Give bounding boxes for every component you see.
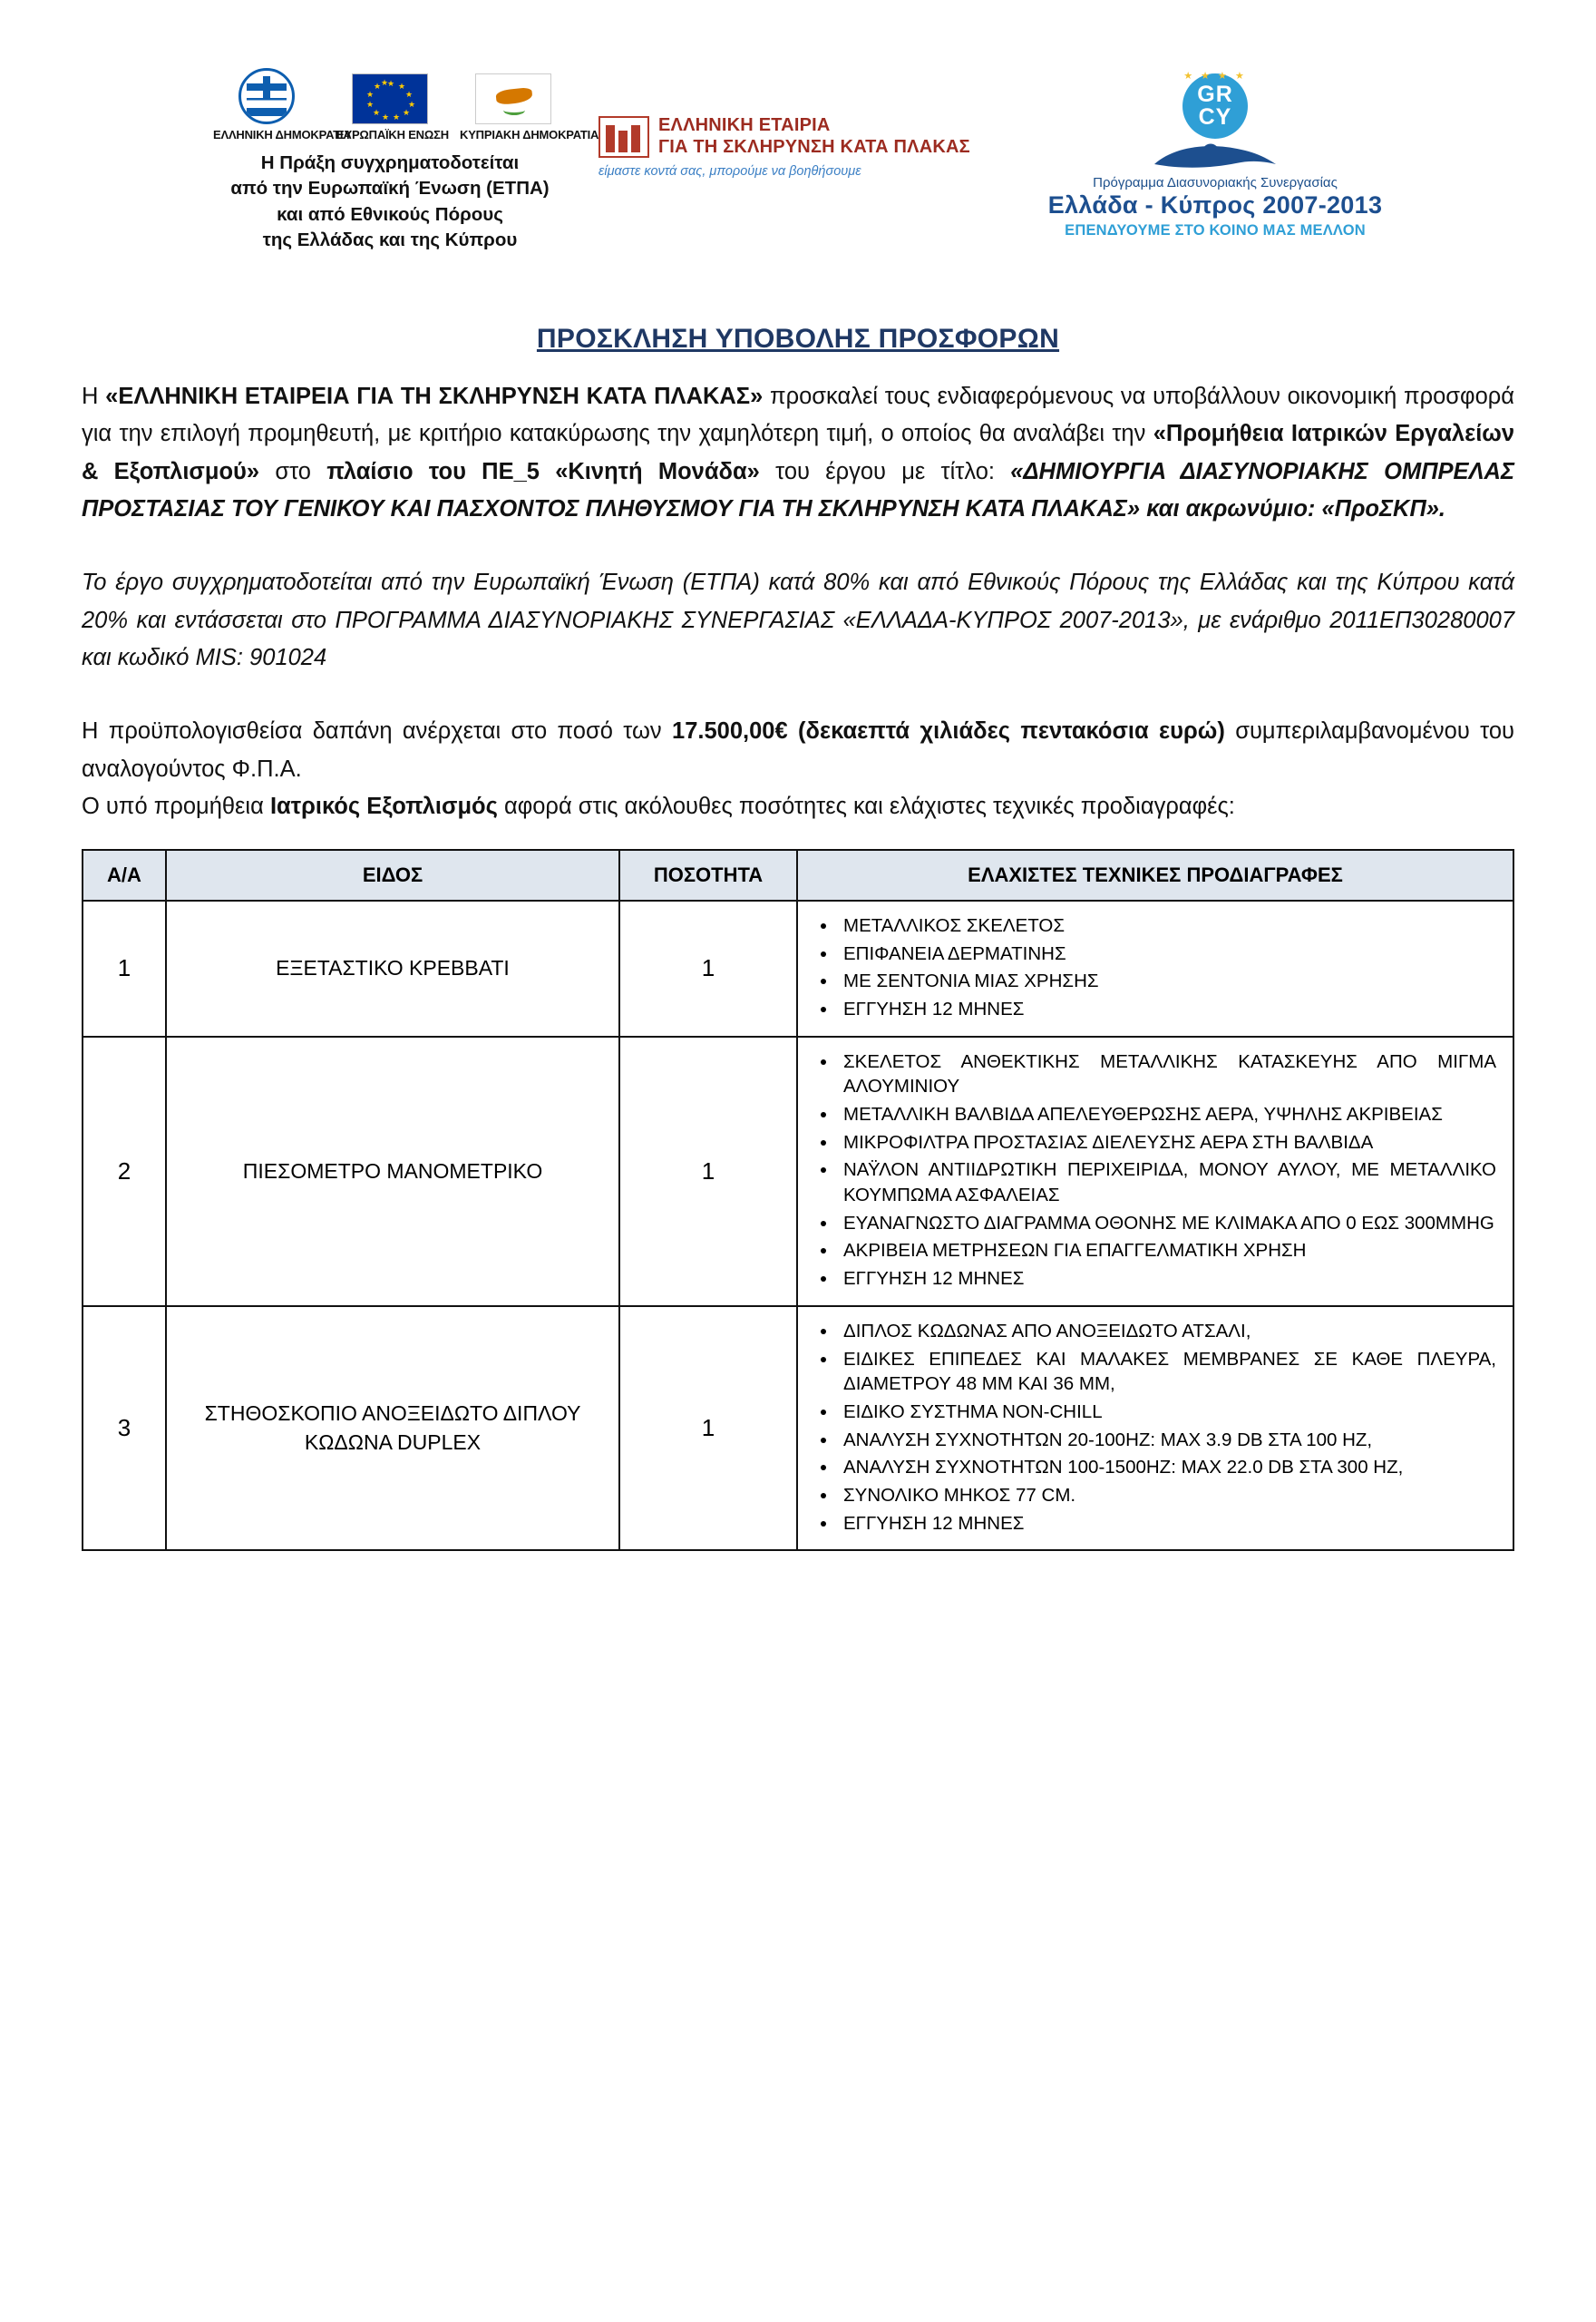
intro-text-3: στο bbox=[259, 458, 327, 484]
funding-line-3: και από Εθνικούς Πόρους bbox=[277, 203, 503, 225]
programme-subtitle: Πρόγραμμα Διασυνοριακής Συνεργασίας bbox=[1093, 175, 1338, 190]
funding-line-4: της Ελλάδας και της Κύπρου bbox=[262, 229, 518, 250]
work-package-reference: πλαίσιο του ΠΕ_5 «Κινητή Μονάδα» bbox=[326, 458, 760, 484]
column-header-aa: Α/Α bbox=[83, 850, 166, 901]
row-specifications bbox=[797, 1306, 1513, 1550]
programme-title: Ελλάδα - Κύπρος 2007-2013 bbox=[1047, 191, 1383, 219]
flag-eu-caption: ΕΥΡΩΠΑΪΚΗ ΕΝΩΣΗ bbox=[336, 128, 449, 141]
column-header-quantity: ΠΟΣΟΤΗΤΑ bbox=[619, 850, 797, 901]
row-quantity: 1 bbox=[619, 1306, 797, 1550]
grcy-badge-line1: GR bbox=[1197, 82, 1233, 107]
column-header-item: ΕΙΔΟΣ bbox=[166, 850, 619, 901]
spec-item: • ΣΚΕΛΕΤΟΣ ΑΝΘΕΚΤΙΚΗΣ ΜΕΤΑΛΛΙΚΗΣ ΚΑΤΑΣΚΕΥΗΣ ΑΠΟ ΜΙΓΜΑ ΑΛΟΥΜΙΝΙΟΥ bbox=[838, 1049, 1496, 1099]
eu-flag-icon: ★ ★ ★ ★ ★ ★ ★ ★ ★ ★ ★ ★ bbox=[352, 73, 428, 124]
spec-item: • ΣΥΝΟΛΙΚΟ ΜΗΚΟΣ 77 CM. bbox=[838, 1483, 1496, 1508]
spec-item: • ΝΑΫΛΟΝ ΑΝΤΙΙΔΡΩΤΙΚΗ ΠΕΡΙΧΕΙΡΙΔΑ, ΜΟΝΟΥ ΑΥΛΟΥ, ΜΕ ΜΕΤΑΛΛΙΚΟ ΚΟΥΜΠΩΜΑ ΑΣΦΑΛΕΙΑΣ bbox=[838, 1157, 1496, 1207]
page-title: ΠΡΟΣΚΛΗΣΗ ΥΠΟΒΟΛΗΣ ΠΡΟΣΦΟΡΩΝ bbox=[536, 324, 1060, 355]
equipment-text-2: αφορά στις ακόλουθες ποσότητες και ελάχιστες τεχνικές προδιαγραφές: bbox=[497, 793, 1235, 819]
spec-item: • ΕΓΓΥΗΣΗ 12 ΜΗΝΕΣ bbox=[838, 1266, 1496, 1292]
intro-text-2: προσκαλεί τους ενδιαφερόμενους να υποβάλλουν οικονομική προσφορά για την επιλογή προμηθευτή, με κριτήριο κατακύρωσης την χαμηλότερη τιμή, ο οποίος θα αναλάβει την bbox=[82, 384, 1515, 447]
table-row bbox=[83, 1037, 1513, 1306]
cyprus-flag-icon bbox=[475, 73, 551, 124]
spec-item: • ΔΙΠΛΟΣ ΚΩΔΩΝΑΣ ΑΠΟ ΑΝΟΞΕΙΔΩΤΟ ΑΤΣΑΛΙ, bbox=[838, 1319, 1496, 1344]
row-quantity: 1 bbox=[619, 1037, 797, 1306]
flag-cyprus bbox=[460, 73, 599, 141]
association-name-line2: ΓΙΑ ΤΗ ΣΚΛΗΡΥΝΣΗ ΚΑΤΑ ΠΛΑΚΑΣ bbox=[658, 136, 970, 157]
intro-paragraph bbox=[82, 378, 1514, 528]
row-specifications bbox=[797, 901, 1513, 1037]
row-index: 3 bbox=[83, 1306, 166, 1550]
row-quantity: 1 bbox=[619, 901, 797, 1037]
document-header bbox=[82, 36, 1514, 253]
cofunding-paragraph: Το έργο συγχρηματοδοτείται από την Ευρωπαϊκή Ένωση (ΕΤΠΑ) κατά 80% και από Εθνικούς Πόρους της Ελλάδας και της Κύπρου κατά 20% και εντάσσεται στο ΠΡΟΓΡΑΜΜΑ ΔΙΑΣΥΝΟΡΙΑΚΗΣ ΣΥΝΕΡΓΑΣΙΑΣ «ΕΛΛΑΔΑ-ΚΥΠΡΟΣ 2007-2013», με ενάριθμο 2011ΕΠ30280007 και κωδικό MIS: 901024 bbox=[82, 570, 1514, 670]
greek-flag-emblem-icon bbox=[238, 68, 295, 124]
flag-cyprus-caption: ΚΥΠΡΙΑΚΗ ΔΗΜΟΚΡΑΤΙΑ bbox=[460, 128, 599, 141]
specifications-table bbox=[82, 849, 1514, 1551]
programme-logo-block bbox=[1025, 68, 1406, 239]
spec-item: • ΕΥΑΝΑΓΝΩΣΤΟ ΔΙΑΓΡΑΜΜΑ ΟΘΟΝΗΣ ΜΕ ΚΛΙΜΑΚΑ ΑΠΟ 0 ΕΩΣ 300MMHG bbox=[838, 1211, 1496, 1236]
spec-item: • ΑΚΡΙΒΕΙΑ ΜΕΤΡΗΣΕΩΝ ΓΙΑ ΕΠΑΓΓΕΛΜΑΤΙΚΗ ΧΡΗΣΗ bbox=[838, 1238, 1496, 1263]
spec-item: • ΜΕΤΑΛΛΙΚΗ ΒΑΛΒΙΔΑ ΑΠΕΛΕΥΘΕΡΩΣΗΣ ΑΕΡΑ, ΥΨΗΛΗΣ ΑΚΡΙΒΕΙΑΣ bbox=[838, 1102, 1496, 1127]
association-mark-icon bbox=[598, 116, 649, 158]
flag-eu bbox=[336, 73, 449, 141]
budget-text-1: Η προϋπολογισθείσα δαπάνη ανέρχεται στο ποσό των bbox=[82, 718, 673, 745]
funding-logos-block bbox=[209, 68, 599, 253]
intro-text-1: Η bbox=[82, 384, 106, 410]
grcy-badge-icon: ★ ★ ★ ★ GR CY bbox=[1164, 73, 1266, 139]
flag-greece bbox=[213, 68, 352, 141]
spec-item: • ΕΙΔΙΚΕΣ ΕΠΙΠΕΔΕΣ ΚΑΙ ΜΑΛΑΚΕΣ ΜΕΜΒΡΑΝΕΣ ΣΕ ΚΑΘΕ ΠΛΕΥΡΑ, ΔΙΑΜΕΤΡΟΥ 48 ΜΜ ΚΑΙ 36 ΜΜ, bbox=[838, 1347, 1496, 1397]
grcy-badge-line2: CY bbox=[1198, 104, 1232, 130]
flag-row bbox=[209, 68, 599, 141]
table-row bbox=[83, 1306, 1513, 1550]
funding-statement bbox=[209, 151, 571, 253]
equipment-text-1: Ο υπό προμήθεια bbox=[82, 793, 270, 819]
equipment-label: Ιατρικός Εξοπλισμός bbox=[269, 793, 498, 819]
row-index: 2 bbox=[83, 1037, 166, 1306]
spec-item: • ΕΓΓΥΗΣΗ 12 ΜΗΝΕΣ bbox=[838, 1511, 1496, 1537]
row-item-name: ΕΞΕΤΑΣΤΙΚΟ ΚΡΕΒΒΑΤΙ bbox=[166, 901, 619, 1037]
spec-item: • ΕΠΙΦΑΝΕΙΑ ΔΕΡΜΑΤΙΝΗΣ bbox=[838, 941, 1496, 967]
spec-item: • ΕΓΓΥΗΣΗ 12 ΜΗΝΕΣ bbox=[838, 997, 1496, 1022]
spec-item: • ΜΙΚΡΟΦΙΛΤΡΑ ΠΡΟΣΤΑΣΙΑΣ ΔΙΕΛΕΥΣΗΣ ΑΕΡΑ ΣΤΗ ΒΑΛΒΙΔΑ bbox=[838, 1130, 1496, 1156]
column-header-specs: ΕΛΑΧΙΣΤΕΣ ΤΕΧΝΙΚΕΣ ΠΡΟΔΙΑΓΡΑΦΕΣ bbox=[797, 850, 1513, 901]
row-item-name: ΠΙΕΣΟΜΕΤΡΟ ΜΑΝΟΜΕΤΡΙΚΟ bbox=[166, 1037, 619, 1306]
spec-item: • ΜΕ ΣΕΝΤΟΝΙΑ ΜΙΑΣ ΧΡΗΣΗΣ bbox=[838, 969, 1496, 994]
project-title: «ΔΗΜΙΟΥΡΓΙΑ ΔΙΑΣΥΝΟΡΙΑΚΗΣ ΟΜΠΡΕΛΑΣ ΠΡΟΣΤΑΣΙΑΣ ΤΟΥ ΓΕΝΙΚΟΥ ΚΑΙ ΠΑΣΧΟΝΤΟΣ ΠΛΗΘΥΣΜΟΥ ΓΙΑ ΤΗ ΣΚΛΗΡΥΝΣΗ ΚΑΤΑ ΠΛΑΚΑΣ» bbox=[82, 458, 1514, 522]
supply-subject: «Προμήθεια Ιατρικών Εργαλείων & Εξοπλισμού» bbox=[82, 421, 1514, 484]
spec-item: • ΜΕΤΑΛΛΙΚΟΣ ΣΚΕΛΕΤΟΣ bbox=[838, 913, 1496, 939]
budget-paragraph bbox=[82, 713, 1514, 788]
association-logo-block bbox=[598, 68, 988, 179]
intro-text-5: και bbox=[1140, 496, 1186, 522]
row-specifications bbox=[797, 1037, 1513, 1306]
budget-text-2: συμπεριλαμβανομένου του αναλογούντος Φ.Π.Α. bbox=[82, 718, 1515, 782]
row-item-name: ΣΤΗΘΟΣΚΟΠΙΟ ΑΝΟΞΕΙΔΩΤΟ ΔΙΠΛΟΥ ΚΩΔΩΝΑ DUPLEX bbox=[166, 1306, 619, 1550]
budget-amount: 17.500,00€ (δεκαεπτά χιλιάδες πεντακόσια ευρώ) bbox=[672, 718, 1225, 745]
programme-footer: ΕΠΕΝΔΥΟΥΜΕ ΣΤΟ ΚΟΙΝΟ ΜΑΣ ΜΕΛΛΟΝ bbox=[1065, 222, 1366, 239]
association-name-line1: ΕΛΛΗΝΙΚΗ ΕΤΑΙΡΙΑ bbox=[658, 115, 831, 135]
funding-line-1: Η Πράξη συγχρηματοδοτείται bbox=[260, 152, 520, 173]
spec-item: • ΕΙΔΙΚΟ ΣΥΣΤΗΜΑ NON-CHILL bbox=[838, 1400, 1496, 1425]
flag-greece-caption: ΕΛΛΗΝΙΚΗ ΔΗΜΟΚΡΑΤΙΑ bbox=[213, 128, 352, 141]
funding-line-2: από την Ευρωπαϊκή Ένωση (ΕΤΠΑ) bbox=[230, 178, 550, 200]
table-row bbox=[83, 901, 1513, 1037]
spec-item: • ΑΝΑΛΥΣΗ ΣΥΧΝΟΤΗΤΩΝ 20-100HZ: MAX 3.9 DB ΣΤΑ 100 HZ, bbox=[838, 1428, 1496, 1453]
equipment-paragraph bbox=[82, 788, 1514, 825]
association-reference: «ΕΛΛΗΝΙΚΗ ΕΤΑΙΡΕΙΑ ΓΙΑ ΤΗ ΣΚΛΗΡΥΝΣΗ ΚΑΤΑ ΠΛΑΚΑΣ» bbox=[105, 384, 764, 410]
spec-item: • ΑΝΑΛΥΣΗ ΣΥΧΝΟΤΗΤΩΝ 100-1500HZ: MAX 22.0 DB ΣΤΑ 300 HZ, bbox=[838, 1455, 1496, 1480]
intro-text-4: του έργου με τίτλο: bbox=[759, 458, 1011, 484]
dolphin-icon bbox=[1147, 141, 1283, 173]
project-acronym: ακρωνύμιο: «ΠροΣΚΠ». bbox=[1185, 496, 1446, 522]
row-index: 1 bbox=[83, 901, 166, 1037]
association-slogan: είμαστε κοντά σας, μπορούμε να βοηθήσουμε bbox=[598, 164, 861, 180]
table-header-row bbox=[83, 850, 1513, 901]
